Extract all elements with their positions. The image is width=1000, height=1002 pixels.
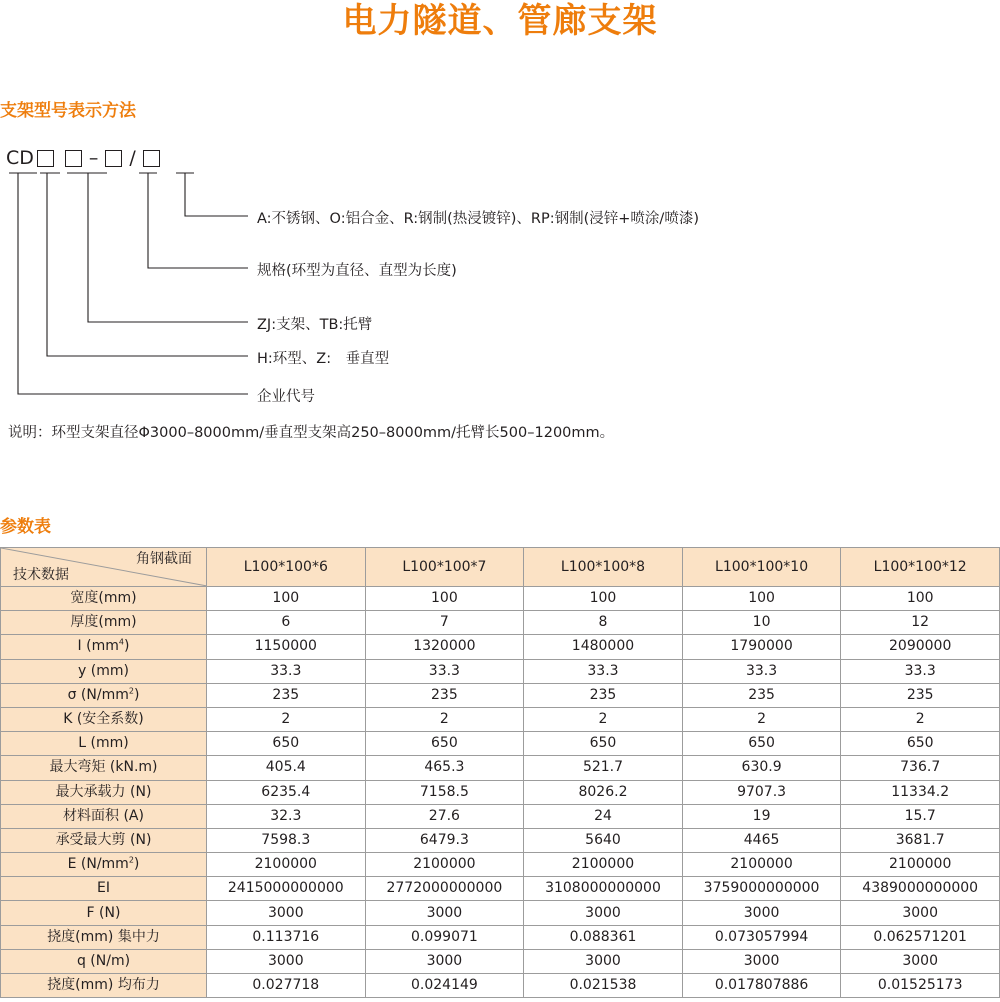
row-label [1,853,207,877]
table-row [1,756,1000,780]
page-title: 电力隧道、管廊支架 [342,1,658,41]
row-label [1,683,207,707]
table-cell: 2100000 [682,853,841,877]
table-cell: 0.113716 [207,925,366,949]
table-cell: 405.4 [207,756,366,780]
table-cell: 2100000 [841,853,1000,877]
table-cell: 27.6 [365,804,524,828]
table-cell: 650 [365,732,524,756]
table-row [1,635,1000,659]
table-row [1,828,1000,852]
table-cell: 2090000 [841,635,1000,659]
table-cell: 100 [682,587,841,611]
row-label-text: F (N) [86,904,121,921]
table-cell: 0.088361 [524,925,683,949]
table-row [1,611,1000,635]
table-cell: 2100000 [365,853,524,877]
table-cell: 0.062571201 [841,925,1000,949]
table-cell: 3759000000000 [682,877,841,901]
table-cell: 1790000 [682,635,841,659]
table-cell: 235 [841,683,1000,707]
table-cell: 3000 [365,949,524,973]
row-label-text: EI [97,880,110,897]
row-label [1,780,207,804]
row-label-end: ) [133,856,140,873]
table-cell: 3000 [207,949,366,973]
table-cell: 2415000000000 [207,877,366,901]
row-label [1,949,207,973]
code-connector-lines [0,0,300,400]
table-row [1,949,1000,973]
table-cell: 0.099071 [365,925,524,949]
table-cell: 235 [524,683,683,707]
legend-type: ZJ:支架、TB:托臂 [257,317,373,333]
table-cell: 2 [841,707,1000,731]
row-label [1,635,207,659]
table-cell: 8026.2 [524,780,683,804]
table-cell: 2 [524,707,683,731]
table-row [1,925,1000,949]
table-cell: 33.3 [365,659,524,683]
table-cell: 0.01525173 [841,974,1000,998]
table-cell: 3000 [365,901,524,925]
table-cell: 8 [524,611,683,635]
row-label-text: 最大承载力 (N) [55,783,152,800]
table-cell: 2772000000000 [365,877,524,901]
column-header: L100*100*8 [524,548,683,587]
table-row [1,732,1000,756]
table-row [1,683,1000,707]
table-cell: 235 [207,683,366,707]
table-cell: 33.3 [524,659,683,683]
table-cell: 650 [841,732,1000,756]
row-label-text: 挠度(mm) 均布力 [47,977,160,994]
table-cell: 7 [365,611,524,635]
row-label [1,732,207,756]
table-cell: 2 [365,707,524,731]
table-row [1,853,1000,877]
table-cell: 3000 [841,949,1000,973]
table-cell: 12 [841,611,1000,635]
row-label [1,611,207,635]
table-row [1,974,1000,998]
table-row [1,707,1000,731]
row-label-end: ) [133,686,140,703]
table-cell: 4389000000000 [841,877,1000,901]
row-label-text: q (N/m) [76,952,131,969]
row-label-text: 承受最大剪 (N) [55,831,152,848]
row-label-text: E (N/mm [67,856,129,873]
table-cell: 1150000 [207,635,366,659]
legend-spec: 规格(环型为直径、直型为长度) [257,263,457,279]
table-row [1,901,1000,925]
row-label-end: ) [123,638,130,655]
row-label-text: I (mm [77,638,119,655]
table-cell: 0.024149 [365,974,524,998]
table-cell: 1320000 [365,635,524,659]
row-label [1,756,207,780]
corner-bottom-label: 技术数据 [13,567,69,583]
table-row [1,804,1000,828]
table-cell: 100 [207,587,366,611]
code-slash: / [129,147,136,169]
table-cell: 630.9 [682,756,841,780]
row-label-superscript: 2 [128,855,134,865]
table-header-row [1,548,1000,587]
table-cell: 19 [682,804,841,828]
table-cell: 3000 [841,901,1000,925]
table-cell: 3000 [682,901,841,925]
table-cell: 3108000000000 [524,877,683,901]
table-cell: 0.021538 [524,974,683,998]
table-cell: 6235.4 [207,780,366,804]
table-row [1,877,1000,901]
table-cell: 3000 [207,901,366,925]
row-label [1,877,207,901]
table-cell: 33.3 [841,659,1000,683]
code-dash: – [88,147,99,169]
table-cell: 2 [207,707,366,731]
row-label [1,828,207,852]
row-label-superscript: 4 [118,637,124,647]
table-cell: 736.7 [841,756,1000,780]
table-row [1,659,1000,683]
row-label [1,974,207,998]
column-header: L100*100*12 [841,548,1000,587]
section-heading-params: 参数表 [0,517,51,537]
row-label [1,707,207,731]
table-cell: 465.3 [365,756,524,780]
row-label [1,804,207,828]
row-label-text: y (mm) [78,662,129,679]
legend-shape: H:环型、Z: 垂直型 [257,351,390,367]
table-cell: 3681.7 [841,828,1000,852]
table-cell: 6479.3 [365,828,524,852]
table-cell: 10 [682,611,841,635]
row-label-text: K (安全系数) [63,711,144,728]
table-cell: 2100000 [524,853,683,877]
table-row [1,780,1000,804]
table-cell: 4465 [682,828,841,852]
table-cell: 3000 [682,949,841,973]
table-cell: 235 [682,683,841,707]
table-cell: 100 [841,587,1000,611]
row-label-text: 最大弯矩 (kN.m) [49,759,158,776]
table-cell: 6 [207,611,366,635]
table-cell: 650 [207,732,366,756]
table-cell: 5640 [524,828,683,852]
note-text: 说明：环型支架直径Φ3000–8000mm/垂直型支架高250–8000mm/托臂长500–1200mm。 [8,425,615,441]
row-label-text: 宽度(mm) [70,590,137,607]
table-cell: 100 [524,587,683,611]
table-cell: 0.017807886 [682,974,841,998]
table-cell: 2100000 [207,853,366,877]
column-header: L100*100*7 [365,548,524,587]
section-heading-model: 支架型号表示方法 [0,101,136,121]
row-label-text: σ (N/mm [67,686,129,703]
table-cell: 650 [682,732,841,756]
row-label-text: 材料面积 (A) [63,807,144,824]
table-cell: 3000 [524,901,683,925]
table-cell: 0.073057994 [682,925,841,949]
row-label-text: L (mm) [78,735,129,752]
row-label [1,659,207,683]
table-row [1,587,1000,611]
table-cell: 521.7 [524,756,683,780]
table-cell: 33.3 [682,659,841,683]
column-header: L100*100*10 [682,548,841,587]
table-cell: 11334.2 [841,780,1000,804]
legend-company: 企业代号 [257,389,315,405]
row-label [1,901,207,925]
row-label-superscript: 2 [128,686,134,696]
table-cell: 24 [524,804,683,828]
table-cell: 3000 [524,949,683,973]
table-cell: 33.3 [207,659,366,683]
table-cell: 650 [524,732,683,756]
column-header: L100*100*6 [207,548,366,587]
params-table [0,547,1000,998]
corner-top-label: 角钢截面 [136,551,192,567]
table-cell: 100 [365,587,524,611]
table-cell: 1480000 [524,635,683,659]
table-cell: 9707.3 [682,780,841,804]
table-cell: 235 [365,683,524,707]
table-cell: 32.3 [207,804,366,828]
code-prefix: CD [6,147,34,169]
row-label-text: 厚度(mm) [70,614,137,631]
table-corner-cell [1,548,207,587]
row-label-text: 挠度(mm) 集中力 [47,928,160,945]
table-cell: 0.027718 [207,974,366,998]
legend-material: A:不锈钢、O:铝合金、R:钢制(热浸镀锌)、RP:钢制(浸锌+喷涂/喷漆) [257,211,699,227]
table-cell: 15.7 [841,804,1000,828]
table-cell: 7158.5 [365,780,524,804]
row-label [1,587,207,611]
table-cell: 7598.3 [207,828,366,852]
table-cell: 2 [682,707,841,731]
row-label [1,925,207,949]
